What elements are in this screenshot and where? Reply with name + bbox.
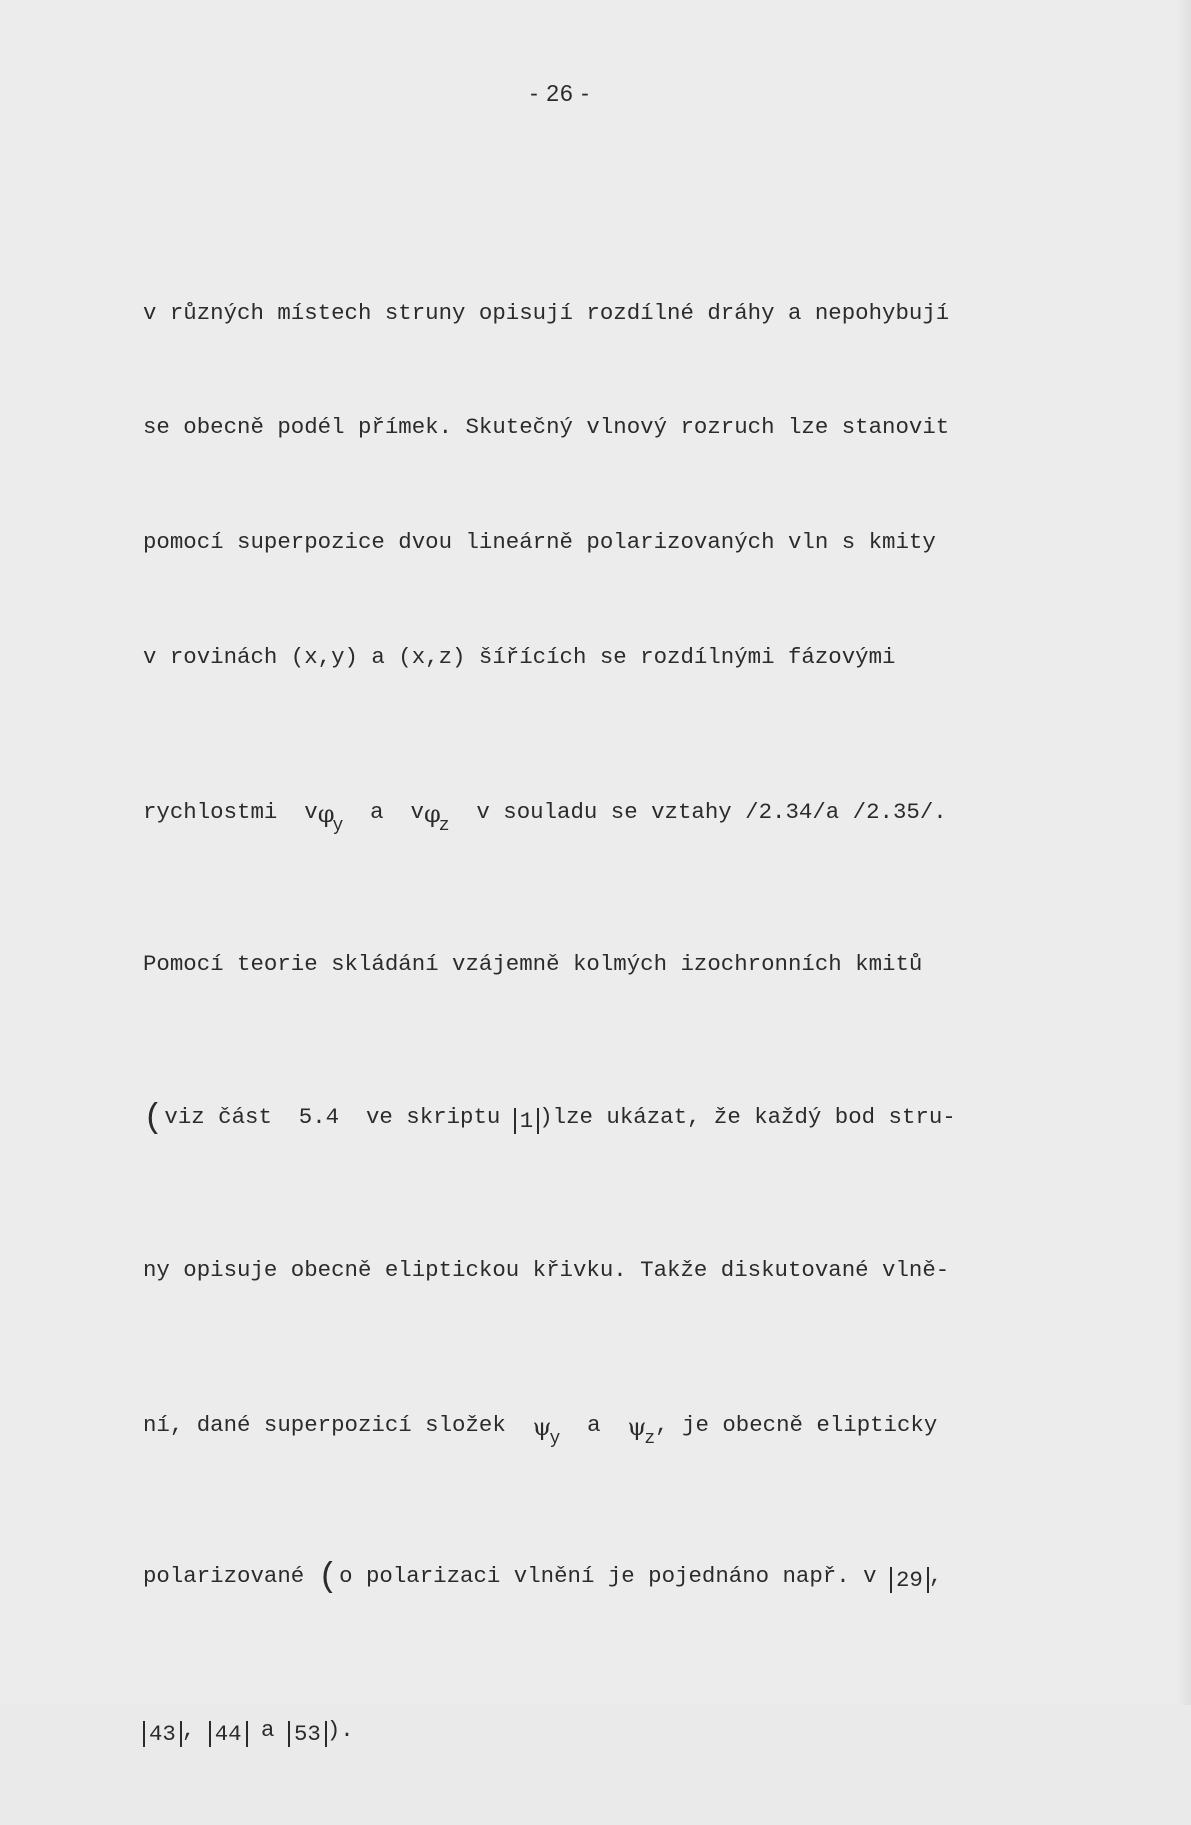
text-line-10 (143, 1557, 1103, 1598)
text-line-8: ny opisuje obecně eliptickou křivku. Takže diskutované vlně- (143, 1257, 950, 1284)
line5-suffix: v souladu se vztahy /2.34/a /2.35/. (449, 799, 947, 826)
line5-prefix: rychlostmi v (143, 799, 318, 826)
phi-symbol-z: φ (423, 800, 441, 829)
line10-prefix: polarizované (143, 1563, 318, 1590)
phi-subscript-y: y (332, 816, 344, 837)
line7-prefix: viz část 5.4 ve skriptu (164, 1103, 514, 1130)
text-line-4: v rovinách (x,y) a (x,z) šířících se rozdílnými fázovými (143, 644, 896, 671)
page-number: - 26 - (530, 80, 590, 106)
line5-mid: a v (343, 799, 424, 826)
text-line-1: v různých místech struny opisují rozdílné dráhy a nepohybují (143, 299, 950, 326)
line9-prefix: ní, dané superpozicí složek (143, 1412, 533, 1439)
citation-ref-43: 43 (143, 1721, 182, 1747)
line9-suffix: , je obecně elipticky (655, 1412, 938, 1439)
citation-ref-53: 53 (288, 1721, 327, 1747)
text-line-9 (143, 1404, 1103, 1450)
line9-mid: a (560, 1412, 628, 1439)
line11-suffix: ). (326, 1716, 354, 1743)
open-paren-2: ( (317, 1559, 339, 1598)
citation-ref-44: 44 (209, 1721, 248, 1747)
text-line-11 (143, 1711, 1103, 1749)
psi-symbol-y: ψ (532, 1413, 552, 1442)
line11-sep2: a (247, 1716, 288, 1743)
line10-middle: o polarizaci vlnění je pojednáno např. v (339, 1563, 890, 1590)
text-line-7 (143, 1098, 1103, 1136)
psi-subscript-z: z (644, 1429, 656, 1450)
body-paragraph (143, 217, 1103, 1825)
text-line-3: pomocí superpozice dvou lineárně polarizovaných vln s kmity (143, 529, 936, 556)
text-line-6: Pomocí teorie skládání vzájemně kolmých izochronních kmitů (143, 950, 923, 977)
line7-suffix: )lze ukázat, že každý bod stru- (539, 1103, 956, 1130)
citation-ref-1: 1 (514, 1108, 539, 1134)
text-line-2: se obecně podél přímek. Skutečný vlnový rozruch lze stanovit (143, 414, 950, 441)
line10-suffix: , (928, 1563, 943, 1590)
phi-subscript-z: z (438, 816, 450, 837)
text-line-5 (143, 791, 1103, 837)
psi-symbol-z: ψ (627, 1413, 647, 1442)
phi-symbol-y: φ (317, 800, 335, 829)
line11-sep1: , (181, 1716, 209, 1743)
psi-subscript-y: y (549, 1429, 561, 1450)
citation-ref-29: 29 (890, 1567, 929, 1593)
open-paren: ( (143, 1099, 164, 1138)
